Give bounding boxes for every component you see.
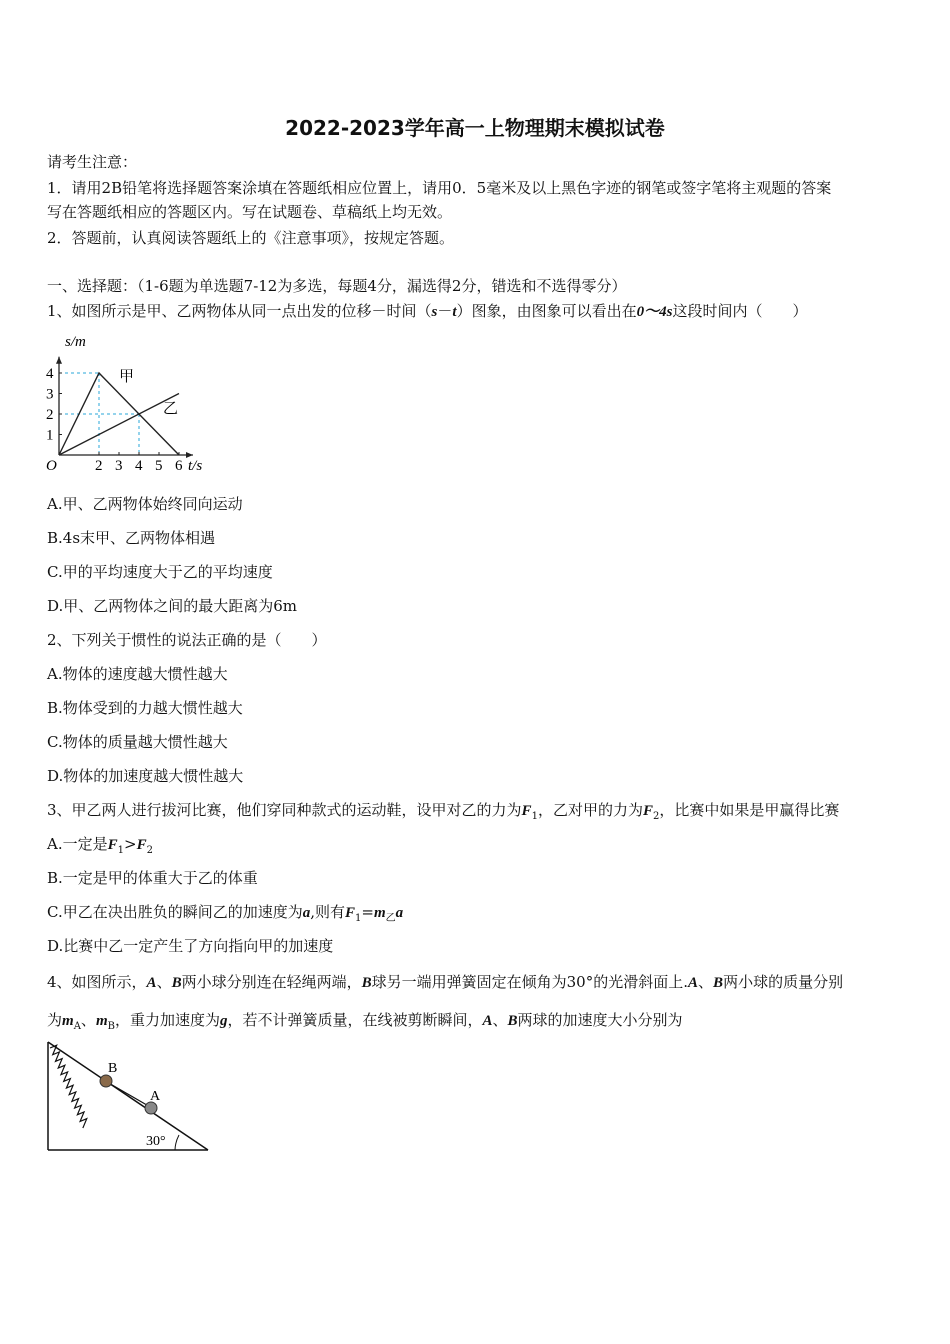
question-4-stem-line-2: 为$m_A$、$m_B$，重力加速度为g，若不计弹簧质量，在线被剪断瞬间，A、B两球的加速度大小分别为 [47,1011,683,1032]
y-tick-label: 2 [46,407,54,423]
y-tick-label: 1 [46,427,54,444]
question-4-stem-line-1: 4、如图所示，A、B两小球分别连在轻绳两端，B球另一端用弹簧固定在倾角为30°的光滑斜面上.A、B两小球的质量分别 [47,973,844,991]
q3-option-d: D.比赛中乙一定产生了方向指向甲的加速度 [47,937,334,955]
notice-item-1b: 写在答题纸相应的答题区内。写在试题卷、草稿纸上均无效。 [47,203,453,221]
y-axis-label: s/m [65,334,86,350]
y-tick-label: 4 [46,366,54,382]
question-1-stem: 1、如图所示是甲、乙两物体从同一点出发的位移－时间（s－t）图象，由图象可以看出在0～4s这段时间内（ ） [47,302,808,320]
question-3-stem: 3、甲乙两人进行拔河比赛，他们穿同种款式的运动鞋，设甲对乙的力为$F_1$，乙对甲的力为$F_2$，比赛中如果是甲赢得比赛 [47,801,840,822]
q1-option-b: B.4s末甲、乙两物体相遇 [47,529,216,547]
q2-option-a: A.物体的速度越大惯性越大 [47,665,228,683]
q3-option-c: C.甲乙在决出胜负的瞬间乙的加速度为a,则有$F_1=m_乙a$ [47,903,404,924]
q1-option-a: A.甲、乙两物体始终同向运动 [47,495,243,513]
x-tick-label: 3 [115,458,123,474]
section-heading: 一、选择题：（1-6题为单选题7-12为多选，每题4分，漏选得2分，错选和不选得零分） [47,277,627,295]
q2-option-b: B.物体受到的力越大惯性越大 [47,699,243,717]
page-title: 2022-2023学年高一上物理期末模拟试卷 [285,116,665,140]
series-label-2: 乙 [163,400,179,417]
q3-option-b: B.一定是甲的体重大于乙的体重 [47,869,258,887]
q2-option-d: D.物体的加速度越大惯性越大 [47,767,244,785]
x-axis-label: t/s [188,458,203,474]
ball-b [100,1075,112,1087]
x-tick-label: 4 [135,458,143,474]
incline-angle-label: 30° [146,1134,166,1149]
x-tick-label: 2 [95,458,103,474]
y-axis-arrow-icon [56,357,62,364]
x-tick-label: 5 [155,458,163,474]
notice-heading: 请考生注意： [47,153,138,171]
question-2-stem: 2、下列关于惯性的说法正确的是（ ） [47,631,327,649]
chart-series [59,368,179,455]
q2-option-c: C.物体的质量越大惯性越大 [47,733,228,751]
q1-option-c: C.甲的平均速度大于乙的平均速度 [47,563,273,581]
ball-a-label: A [150,1089,161,1104]
position-time-graph [38,330,218,478]
notice-item-1a: 1．请用2B铅笔将选择题答案涂填在答题纸相应位置上，请用0．5毫米及以上黑色字迹的钢笔或签字笔将主观题的答案 [47,179,832,197]
chart-ticks [46,366,183,474]
origin-label: O [46,458,57,474]
q3-option-a: A.一定是$F_1>F_2$ [47,835,153,856]
notice-item-2: 2．答题前，认真阅读答题纸上的《注意事项》，按规定答题。 [47,229,455,247]
chart-guides [59,373,139,455]
x-tick-label: 6 [175,458,183,474]
series-label-1: 甲 [119,369,135,386]
y-tick-label: 3 [46,386,54,403]
ball-b-label: B [108,1061,118,1076]
series-line-2 [59,394,179,456]
incline-figure [40,1038,220,1158]
q1-option-d: D.甲、乙两物体之间的最大距离为6m [47,597,298,615]
